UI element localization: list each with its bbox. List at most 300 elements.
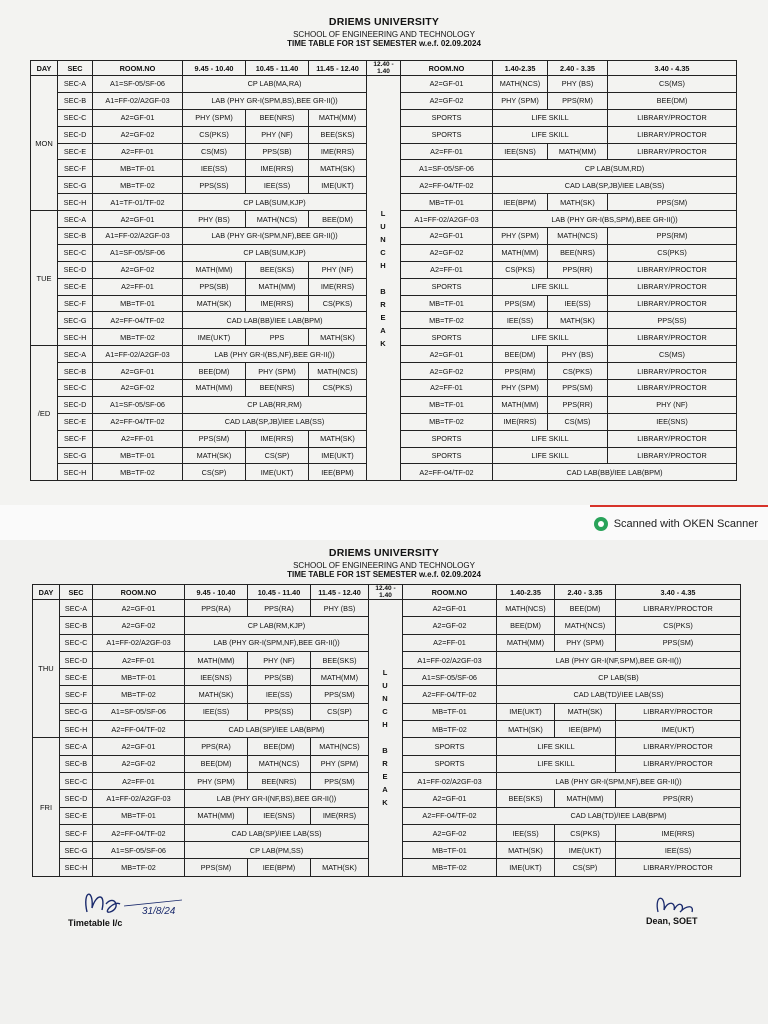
class-cell: MATH(MM) [185,807,248,824]
class-cell: CS(PKS) [493,261,548,278]
class-cell: IEE(SS) [246,177,309,194]
table-row [31,76,737,93]
class-cell: LIFE SKILL [493,329,608,346]
section-cell: SEC-A [60,600,93,617]
class-cell: CP LAB(RM,KJP) [185,617,369,634]
class-cell: PHY (BS) [548,76,608,93]
class-cell: MATH(NCS) [246,211,309,228]
class-cell: CS(SP) [183,464,246,481]
section-cell: SEC-E [60,807,93,824]
class-cell: MATH(SK) [309,430,367,447]
timetable-incharge-signature [62,882,212,942]
class-cell: CP LAB(SUM,KJP) [183,244,367,261]
section-cell: SEC-D [60,790,93,807]
class-cell: PPS(SS) [608,312,737,329]
room-cell: A1=SF-05/SF-06 [93,396,183,413]
lunch-letter: U [380,221,387,231]
class-cell: MATH(SK) [548,312,608,329]
class-cell: PPS(SM) [493,295,548,312]
lunch-letter: C [382,707,389,717]
timetable-incharge-label: Timetable I/c [68,918,123,928]
class-cell: LIBRARY/PROCTOR [608,329,737,346]
room-cell: A2=GF-01 [93,738,185,755]
room-cell: A2=GF-01 [401,346,493,363]
room-cell: A2=FF-04/TF-02 [93,312,183,329]
class-cell: LIBRARY/PROCTOR [608,380,737,397]
room-cell: SPORTS [401,329,493,346]
room-cell: A2=FF-01 [401,143,493,160]
section-cell: SEC-B [58,92,93,109]
class-cell: LIFE SKILL [493,430,608,447]
class-cell: MATH(SK) [183,295,246,312]
section-cell: SEC-A [58,211,93,228]
column-header: 12.40 - 1.40 [369,585,403,600]
lunch-letter: C [380,247,387,257]
room-cell: A2=GF-02 [93,617,185,634]
class-cell: PPS(RA) [185,738,248,755]
column-header: ROOM.NO [403,585,497,600]
class-cell: BEE(NRS) [246,380,309,397]
red-divider [590,505,768,507]
room-cell: A2=FF-04/TF-02 [403,807,497,824]
class-cell: PHY (SPM) [493,380,548,397]
class-cell: IME(RRS) [246,430,309,447]
room-cell: MB=TF-01 [93,669,185,686]
table-row [33,600,741,617]
class-cell: PPS(SB) [183,278,246,295]
room-cell: A2=GF-02 [93,755,185,772]
room-cell: MB=TF-02 [93,464,183,481]
class-cell: IME(RRS) [246,160,309,177]
class-cell: IEE(SS) [248,686,311,703]
room-cell: MB=TF-02 [403,859,497,876]
room-cell: A1=FF-02/A2GF-03 [93,634,185,651]
class-cell: MATH(MM) [185,651,248,668]
room-cell: A1=FF-02/A2GF-03 [403,651,497,668]
lunch-letter: N [380,234,387,244]
class-cell: PPS(SB) [246,143,309,160]
timetable-table-mon-wed [30,60,737,481]
class-cell: CS(MS) [548,413,608,430]
class-cell: IEE(SS) [548,295,608,312]
class-cell: PPS(SM) [311,772,369,789]
column-header: DAY [31,61,58,76]
room-cell: A2=FF-01 [93,278,183,295]
class-cell: MATH(NCS) [493,76,548,93]
section-cell: SEC-C [60,772,93,789]
day-cell: TUE [31,211,58,346]
class-cell: BEE(DM) [608,92,737,109]
lunch-letter: N [382,694,389,704]
class-cell: PPS(SM) [616,634,741,651]
room-cell: MB=TF-02 [93,686,185,703]
class-cell: IEE(SNS) [493,143,548,160]
class-cell: LIFE SKILL [493,447,608,464]
column-header: ROOM.NO [93,61,183,76]
class-cell: LIBRARY/PROCTOR [616,703,741,720]
class-cell: CS(PKS) [616,617,741,634]
section-cell: SEC-H [60,721,93,738]
column-header: 11.45 - 12.40 [311,585,369,600]
column-header: DAY [33,585,60,600]
section-cell: SEC-H [58,329,93,346]
class-cell: BEE(SKS) [311,651,369,668]
class-cell: MATH(NCS) [497,600,555,617]
scanner-text: Scanned with OKEN Scanner [613,518,758,530]
room-cell: SPORTS [403,755,497,772]
column-header: 9.45 - 10.40 [183,61,246,76]
room-cell: MB=TF-02 [401,413,493,430]
column-header: SEC [58,61,93,76]
dean-label: Dean, SOET [646,916,698,926]
room-cell: MB=TF-01 [403,703,497,720]
timetable-title: TIME TABLE FOR 1ST SEMESTER w.e.f. 02.09.2024 [287,39,481,48]
class-cell: PHY (BS) [311,600,369,617]
class-cell: PPS(SS) [248,703,311,720]
class-cell: PPS(SM) [548,380,608,397]
room-cell: A2=GF-02 [401,92,493,109]
class-cell: CP LAB(SUM,KJP) [183,194,367,211]
class-cell: LAB (PHY GR-I(BS,SPM),BEE GR-II()) [493,211,737,228]
column-header: 9.45 - 10.40 [185,585,248,600]
section-cell: SEC-F [60,824,93,841]
class-cell: LIBRARY/PROCTOR [608,261,737,278]
class-cell: IME(RRS) [246,295,309,312]
class-cell: PPS(SM) [185,859,248,876]
class-cell: CS(PKS) [183,126,246,143]
class-cell: CP LAB(PM,SS) [185,842,369,859]
day-cell: THU [33,600,60,738]
section-cell: SEC-B [58,363,93,380]
class-cell: MATH(SK) [497,721,555,738]
class-cell: PPS(RA) [248,600,311,617]
column-header: 12.40 - 1.40 [367,61,401,76]
room-cell: A2=GF-02 [401,244,493,261]
class-cell: IEE(SNS) [248,807,311,824]
day-cell: MON [31,76,58,211]
room-cell: SPORTS [401,109,493,126]
room-cell: A2=GF-02 [403,617,497,634]
class-cell: MATH(MM) [548,143,608,160]
column-header: 1.40-2.35 [493,61,548,76]
class-cell: LIBRARY/PROCTOR [608,143,737,160]
section-cell: SEC-G [60,703,93,720]
class-cell: PHY (SPM) [555,634,616,651]
header-row [31,61,737,76]
class-cell: LAB (PHY GR-I(SPM,NF),BEE GR-II()) [497,772,741,789]
class-cell: LIBRARY/PROCTOR [616,738,741,755]
university-name: DRIEMS UNIVERSITY [328,547,440,559]
class-cell: PHY (SPM) [185,772,248,789]
section-cell: SEC-A [60,738,93,755]
class-cell: PHY (SPM) [493,92,548,109]
class-cell: PPS(RM) [493,363,548,380]
section-cell: SEC-G [60,842,93,859]
class-cell: MATH(NCS) [248,755,311,772]
column-header: 10.45 - 11.40 [246,61,309,76]
university-name: DRIEMS UNIVERSITY [328,16,440,28]
class-cell: MATH(SK) [311,859,369,876]
room-cell: A2=GF-02 [403,824,497,841]
class-cell: LIBRARY/PROCTOR [608,295,737,312]
room-cell: A2=FF-04/TF-02 [93,824,185,841]
class-cell: BEE(DM) [185,755,248,772]
lunch-letter: K [382,798,389,808]
class-cell: BEE(SKS) [246,261,309,278]
room-cell: A1=SF-05/SF-06 [403,669,497,686]
room-cell: MB=TF-02 [93,177,183,194]
class-cell: IME(RRS) [309,278,367,295]
class-cell: IEE(SNS) [185,669,248,686]
lunch-letter [370,731,401,744]
class-cell: IEE(SNS) [608,413,737,430]
class-cell: LIFE SKILL [497,738,616,755]
class-cell: LAB (PHY GR-I(SPM,BS),BEE GR-II()) [183,92,367,109]
class-cell: BEE(DM) [493,346,548,363]
class-cell: MATH(SK) [185,686,248,703]
class-cell: PHY (SPM) [311,755,369,772]
lunch-letter: H [382,720,389,730]
section-cell: SEC-B [60,755,93,772]
room-cell: A2=GF-01 [401,76,493,93]
room-cell: MB=TF-02 [93,859,185,876]
class-cell: IME(UKT) [497,859,555,876]
class-cell: LIFE SKILL [493,109,608,126]
section-cell: SEC-A [58,76,93,93]
lunch-letter: L [380,208,387,218]
room-cell: A1=SF-05/SF-06 [93,76,183,93]
room-cell: MB=TF-01 [93,447,183,464]
section-cell: SEC-D [58,261,93,278]
section-cell: SEC-B [60,617,93,634]
lunch-letter: U [382,681,389,691]
class-cell: IME(RRS) [493,413,548,430]
class-cell: PHY (NF) [608,396,737,413]
timetable-title: TIME TABLE FOR 1ST SEMESTER w.e.f. 02.09.2024 [287,570,481,579]
section-cell: SEC-H [58,194,93,211]
class-cell: IME(RRS) [309,143,367,160]
lunch-letter: A [382,785,389,795]
column-header: ROOM.NO [93,585,185,600]
room-cell: A2=FF-01 [403,634,497,651]
room-cell: A2=GF-02 [401,363,493,380]
room-cell: A2=GF-01 [93,600,185,617]
section-cell: SEC-H [60,859,93,876]
class-cell: PHY (SPM) [183,109,246,126]
room-cell: A2=GF-01 [93,363,183,380]
room-cell: MB=TF-02 [93,329,183,346]
class-cell: MATH(MM) [311,669,369,686]
class-cell: LIBRARY/PROCTOR [608,126,737,143]
section-cell: SEC-E [60,669,93,686]
class-cell: CS(PKS) [309,380,367,397]
section-cell: SEC-C [60,634,93,651]
class-cell: BEE(DM) [248,738,311,755]
room-cell: MB=TF-01 [403,842,497,859]
room-cell: A1=SF-05/SF-06 [401,160,493,177]
room-cell: MB=TF-01 [401,396,493,413]
column-header: 2.40 - 3.35 [548,61,608,76]
lunch-letter: A [380,325,387,335]
sheet-1-header [0,16,768,48]
section-cell: SEC-D [58,396,93,413]
room-cell: SPORTS [401,278,493,295]
lunch-break-cell [367,76,401,481]
class-cell: CS(SP) [246,447,309,464]
class-cell: IEE(SS) [497,824,555,841]
section-cell: SEC-G [58,312,93,329]
room-cell: A2=FF-01 [401,380,493,397]
room-cell: A2=GF-02 [93,126,183,143]
class-cell: LAB (PHY GR-I(BS,NF),BEE GR-II()) [183,346,367,363]
room-cell: MB=TF-01 [401,295,493,312]
section-cell: SEC-C [58,380,93,397]
class-cell: MATH(SK) [183,447,246,464]
lunch-letter: H [380,260,387,270]
scanner-logo-icon [594,517,608,531]
section-cell: SEC-F [58,295,93,312]
class-cell: BEE(DM) [555,600,616,617]
class-cell: IME(RRS) [616,824,741,841]
class-cell: PPS(SM) [311,686,369,703]
class-cell: BEE(NRS) [548,244,608,261]
section-cell: SEC-E [58,143,93,160]
class-cell: PPS(RM) [548,92,608,109]
room-cell: A2=GF-01 [401,228,493,245]
dean-signature [640,890,730,940]
class-cell: MATH(MM) [493,396,548,413]
school-name: SCHOOL OF ENGINEERING AND TECHNOLOGY [293,561,475,570]
room-cell: A2=FF-01 [93,430,183,447]
header-row [33,585,741,600]
class-cell: MATH(SK) [309,160,367,177]
room-cell: A2=FF-04/TF-02 [403,686,497,703]
class-cell: CS(SP) [555,859,616,876]
room-cell: A2=FF-01 [93,772,185,789]
class-cell: PHY (NF) [309,261,367,278]
room-cell: A2=GF-01 [403,790,497,807]
class-cell: IEE(BPM) [248,859,311,876]
lunch-break-cell [369,600,403,877]
class-cell: PHY (SPM) [246,363,309,380]
class-cell: PHY (NF) [246,126,309,143]
class-cell: CAD LAB(SP)/IEE LAB(BPM) [185,721,369,738]
lunch-letter [368,272,399,285]
lunch-letter: L [382,668,389,678]
section-cell: SEC-E [58,413,93,430]
class-cell: CS(PKS) [555,824,616,841]
class-cell: MATH(MM) [183,380,246,397]
class-cell: IME(UKT) [616,721,741,738]
room-cell: A2=FF-04/TF-02 [93,721,185,738]
scanner-strip [0,505,768,540]
class-cell: CS(SP) [311,703,369,720]
room-cell: MB=TF-01 [93,807,185,824]
section-cell: SEC-D [58,126,93,143]
section-cell: SEC-F [60,686,93,703]
room-cell: A2=FF-04/TF-02 [401,464,493,481]
column-header: ROOM.NO [401,61,493,76]
room-cell: A2=FF-04/TF-02 [93,413,183,430]
room-cell: A1=SF-05/SF-06 [93,244,183,261]
class-cell: MATH(SK) [548,194,608,211]
class-cell: MATH(SK) [555,703,616,720]
class-cell: CAD LAB(BB)/IEE LAB(BPM) [183,312,367,329]
column-header: 10.45 - 11.40 [248,585,311,600]
class-cell: CAD LAB(BB)/IEE LAB(BPM) [493,464,737,481]
column-header: SEC [60,585,93,600]
class-cell: IEE(SS) [185,703,248,720]
class-cell: CS(PKS) [548,363,608,380]
class-cell: CAD LAB(SP,JB)/IEE LAB(SS) [493,177,737,194]
class-cell: CS(PKS) [309,295,367,312]
class-cell: MATH(MM) [555,790,616,807]
room-cell: A2=FF-01 [401,261,493,278]
room-cell: SPORTS [401,430,493,447]
lunch-letter: R [382,759,389,769]
class-cell: MATH(MM) [497,634,555,651]
class-cell: IME(UKT) [246,464,309,481]
room-cell: A2=FF-01 [93,143,183,160]
room-cell: MB=TF-02 [403,721,497,738]
room-cell: A2=FF-04/TF-02 [401,177,493,194]
lunch-letter: K [380,338,387,348]
class-cell: BEE(NRS) [248,772,311,789]
section-cell: SEC-C [58,244,93,261]
class-cell: BEE(DM) [309,211,367,228]
room-cell: MB=TF-01 [93,160,183,177]
class-cell: CAD LAB(TD)/IEE LAB(SS) [497,686,741,703]
class-cell: MATH(MM) [246,278,309,295]
class-cell: MATH(SK) [497,842,555,859]
room-cell: A2=GF-01 [93,109,183,126]
room-cell: SPORTS [403,738,497,755]
class-cell: CP LAB(RR,RM) [183,396,367,413]
room-cell: MB=TF-01 [401,194,493,211]
class-cell: CS(MS) [608,76,737,93]
class-cell: LIBRARY/PROCTOR [608,109,737,126]
class-cell: IME(UKT) [497,703,555,720]
class-cell: BEE(NRS) [246,109,309,126]
class-cell: LAB (PHY GR-I(SPM,NF),BEE GR-II()) [183,228,367,245]
lunch-letter: E [380,312,387,322]
class-cell: IME(UKT) [555,842,616,859]
school-name: SCHOOL OF ENGINEERING AND TECHNOLOGY [293,30,475,39]
room-cell: A2=GF-01 [403,600,497,617]
class-cell: PPS(SM) [183,430,246,447]
class-cell: LIBRARY/PROCTOR [616,600,741,617]
class-cell: CP LAB(MA,RA) [183,76,367,93]
lunch-letter: B [382,746,389,756]
class-cell: BEE(DM) [497,617,555,634]
sheet-2-header [0,547,768,579]
class-cell: IME(UKT) [183,329,246,346]
room-cell: A1=FF-02/A2GF-03 [401,211,493,228]
section-cell: SEC-F [58,430,93,447]
class-cell: LAB (PHY GR-I(NF,SPM),BEE GR-II()) [497,651,741,668]
class-cell: MATH(MM) [309,109,367,126]
section-cell: SEC-D [60,651,93,668]
class-cell: PPS [246,329,309,346]
class-cell: MATH(SK) [309,329,367,346]
column-header: 3.40 - 4.35 [608,61,737,76]
class-cell: MATH(NCS) [309,363,367,380]
class-cell: CS(MS) [183,143,246,160]
class-cell: CS(PKS) [608,244,737,261]
room-cell: A1=FF-02/A2GF-03 [403,772,497,789]
room-cell: A1=FF-02/A2GF-03 [93,92,183,109]
class-cell: MATH(MM) [183,261,246,278]
